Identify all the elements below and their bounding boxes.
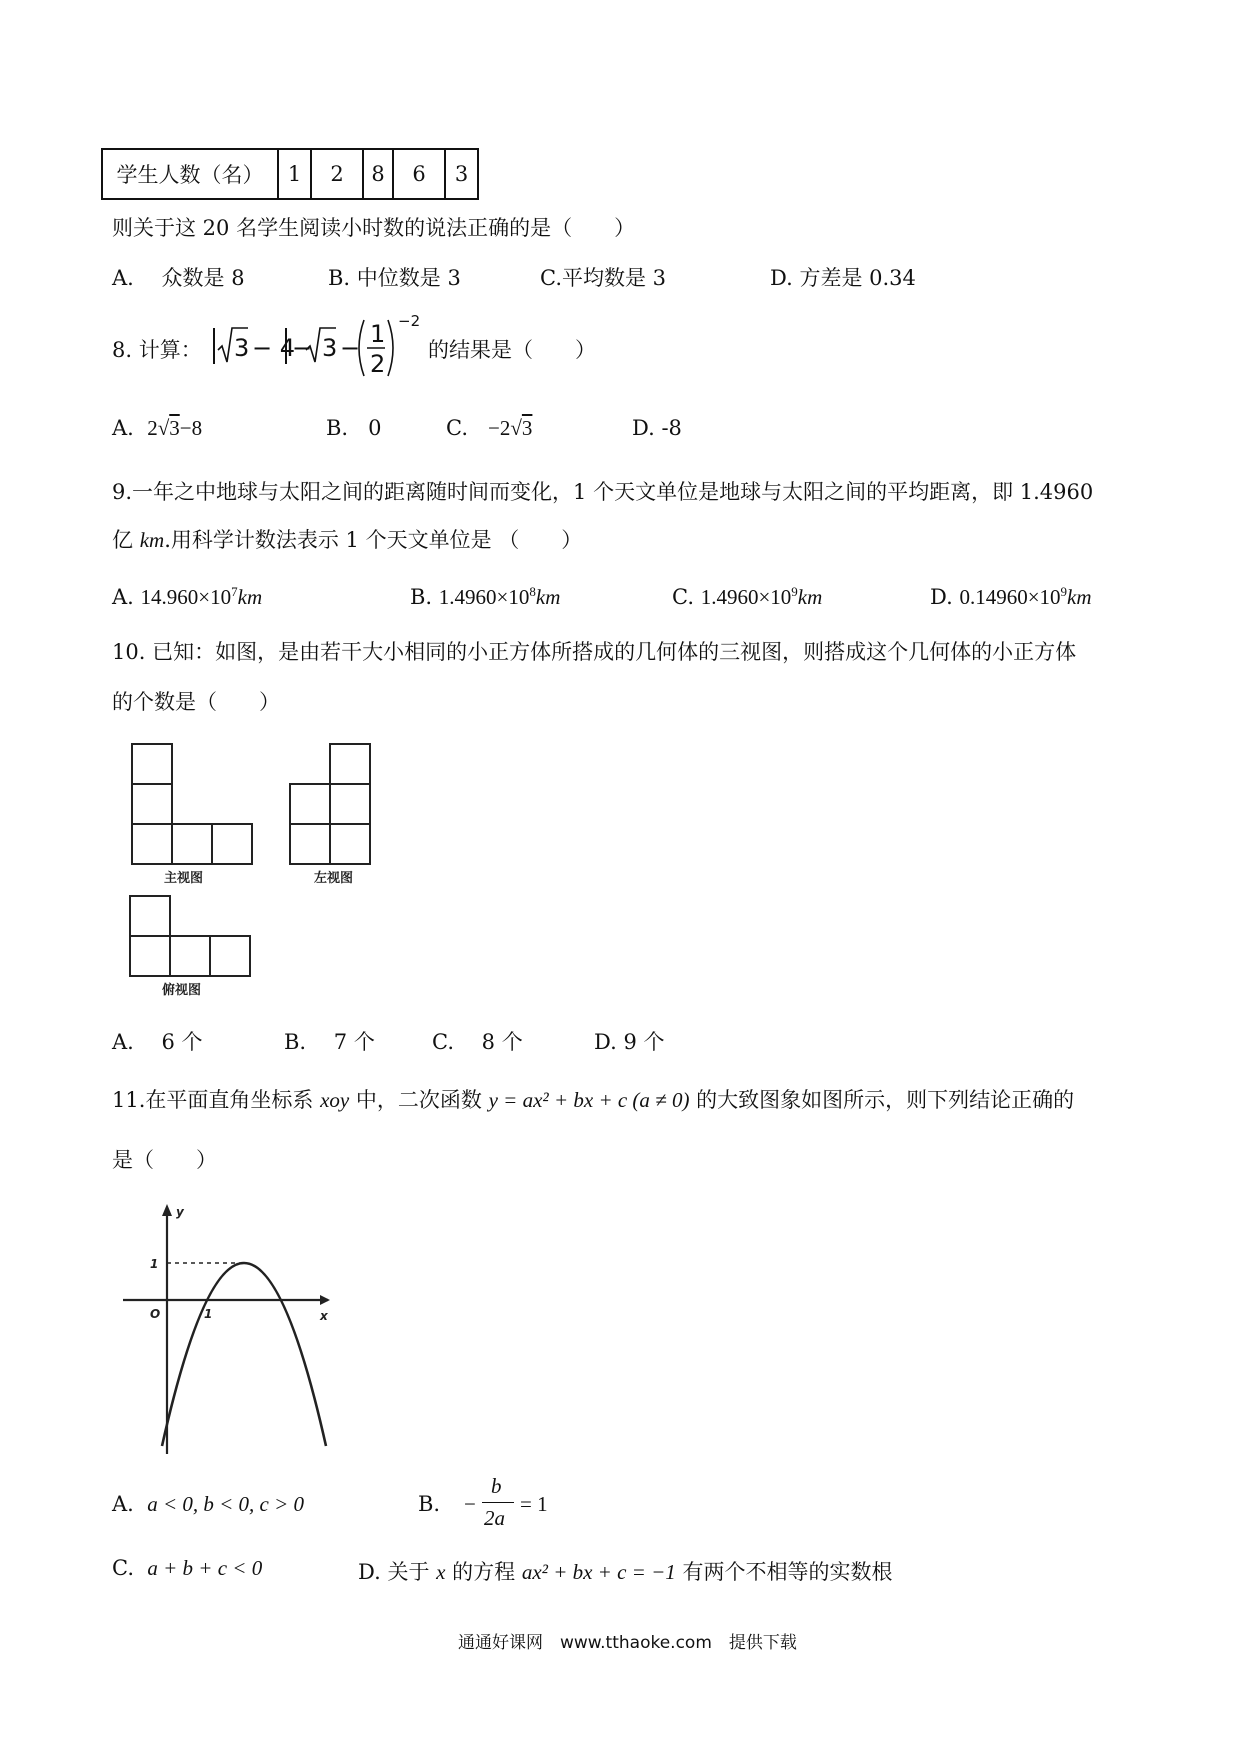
x-one-label: 1: [204, 1307, 213, 1321]
q8-expression: [208, 312, 420, 382]
exponent: −2: [398, 312, 420, 330]
table-cell: 1: [278, 149, 311, 199]
svg-text:−: −: [340, 334, 361, 362]
q11-option-c: C. a + b + c < 0: [112, 1556, 263, 1580]
q11-line2: 是（ ）: [112, 1148, 217, 1172]
q8-prefix: 8. 计算：: [112, 338, 202, 362]
q7-option-b: B. 中位数是 3: [328, 266, 461, 290]
q9-option-a: A. $14.960\times 10^7km$: [112, 584, 263, 609]
q8-suffix: 的结果是（ ）: [428, 338, 596, 362]
y-axis-label: y: [176, 1205, 184, 1219]
q9-option-d: D. $0.14960\times 10^9km$: [930, 584, 1092, 609]
three-views-figure: [118, 736, 398, 1006]
q8-option-c: C. −2√3: [446, 416, 533, 440]
q10-option-d: D. 9 个: [594, 1030, 665, 1054]
q7-option-a: A. 众数是 8: [112, 266, 245, 290]
q9-option-c: C. $1.4960\times 10^9km$: [672, 584, 823, 609]
x-axis-label: x: [320, 1309, 328, 1323]
q7-option-c: C.平均数是 3: [540, 266, 667, 290]
q9-option-b: B. $1.4960\times 10^8km$: [410, 584, 561, 609]
q10-option-b: B. 7 个: [284, 1030, 375, 1054]
q11-line1: 11.在平面直角坐标系 xoy 中，二次函数 y = ax² + bx + c (a ≠ 0) 的大致图象如图所示，则下列结论正确的: [112, 1088, 1075, 1112]
q10-line1: 10. 已知：如图，是由若干大小相同的小正方体所搭成的几何体的三视图，则搭成这个几何体的小正方体: [112, 640, 1077, 664]
q8-option-d: D. -8: [632, 416, 682, 440]
table-cell: 3: [445, 149, 478, 199]
q10-option-a: A. 6 个: [112, 1030, 203, 1054]
left-view-label: 左视图: [314, 871, 354, 886]
sqrt-radicand: 3: [234, 334, 250, 362]
y-one-label: 1: [150, 1257, 159, 1271]
svg-text:−: −: [292, 334, 313, 362]
table-cell: 6: [393, 149, 445, 199]
page-footer: 通通好课网 www.tthaoke.com 提供下载: [458, 1633, 797, 1653]
frac-denominator: 2: [370, 350, 386, 378]
top-view-label: 俯视图: [162, 983, 202, 998]
student-count-table: [101, 148, 479, 200]
q9-line2: 亿 km.用科学计数法表示 1 个天文单位是 （ ）: [112, 528, 583, 552]
q11-option-a: A. a < 0, b < 0, c > 0: [112, 1492, 305, 1516]
abs-inner: − 4: [252, 334, 296, 362]
front-view-label: 主视图: [164, 871, 204, 886]
frac-numerator: 1: [370, 320, 386, 348]
parabola-graph: [118, 1196, 338, 1458]
q10-option-c: C. 8 个: [432, 1030, 523, 1054]
q8-option-a: A. 2√3−8: [112, 416, 203, 440]
table-cell: 8: [363, 149, 393, 199]
q10-line2: 的个数是（ ）: [112, 690, 280, 714]
q9-line1: 9.一年之中地球与太阳之间的距离随时间而变化，1 个天文单位是地球与太阳之间的平均距离，即 1.4960: [112, 480, 1094, 504]
q7-option-d: D. 方差是 0.34: [770, 266, 916, 290]
table-header-cell: 学生人数（名）: [102, 149, 278, 199]
q7-stem: 则关于这 20 名学生阅读小时数的说法正确的是（ ）: [112, 216, 636, 240]
q8-option-b: B. 0: [326, 416, 382, 440]
table-cell: 2: [311, 149, 363, 199]
sqrt-radicand-2: 3: [322, 334, 338, 362]
origin-label: O: [150, 1307, 161, 1321]
q11-option-d: D. 关于 x 的方程 ax² + bx + c = −1 有两个不相等的实数根: [358, 1560, 893, 1584]
